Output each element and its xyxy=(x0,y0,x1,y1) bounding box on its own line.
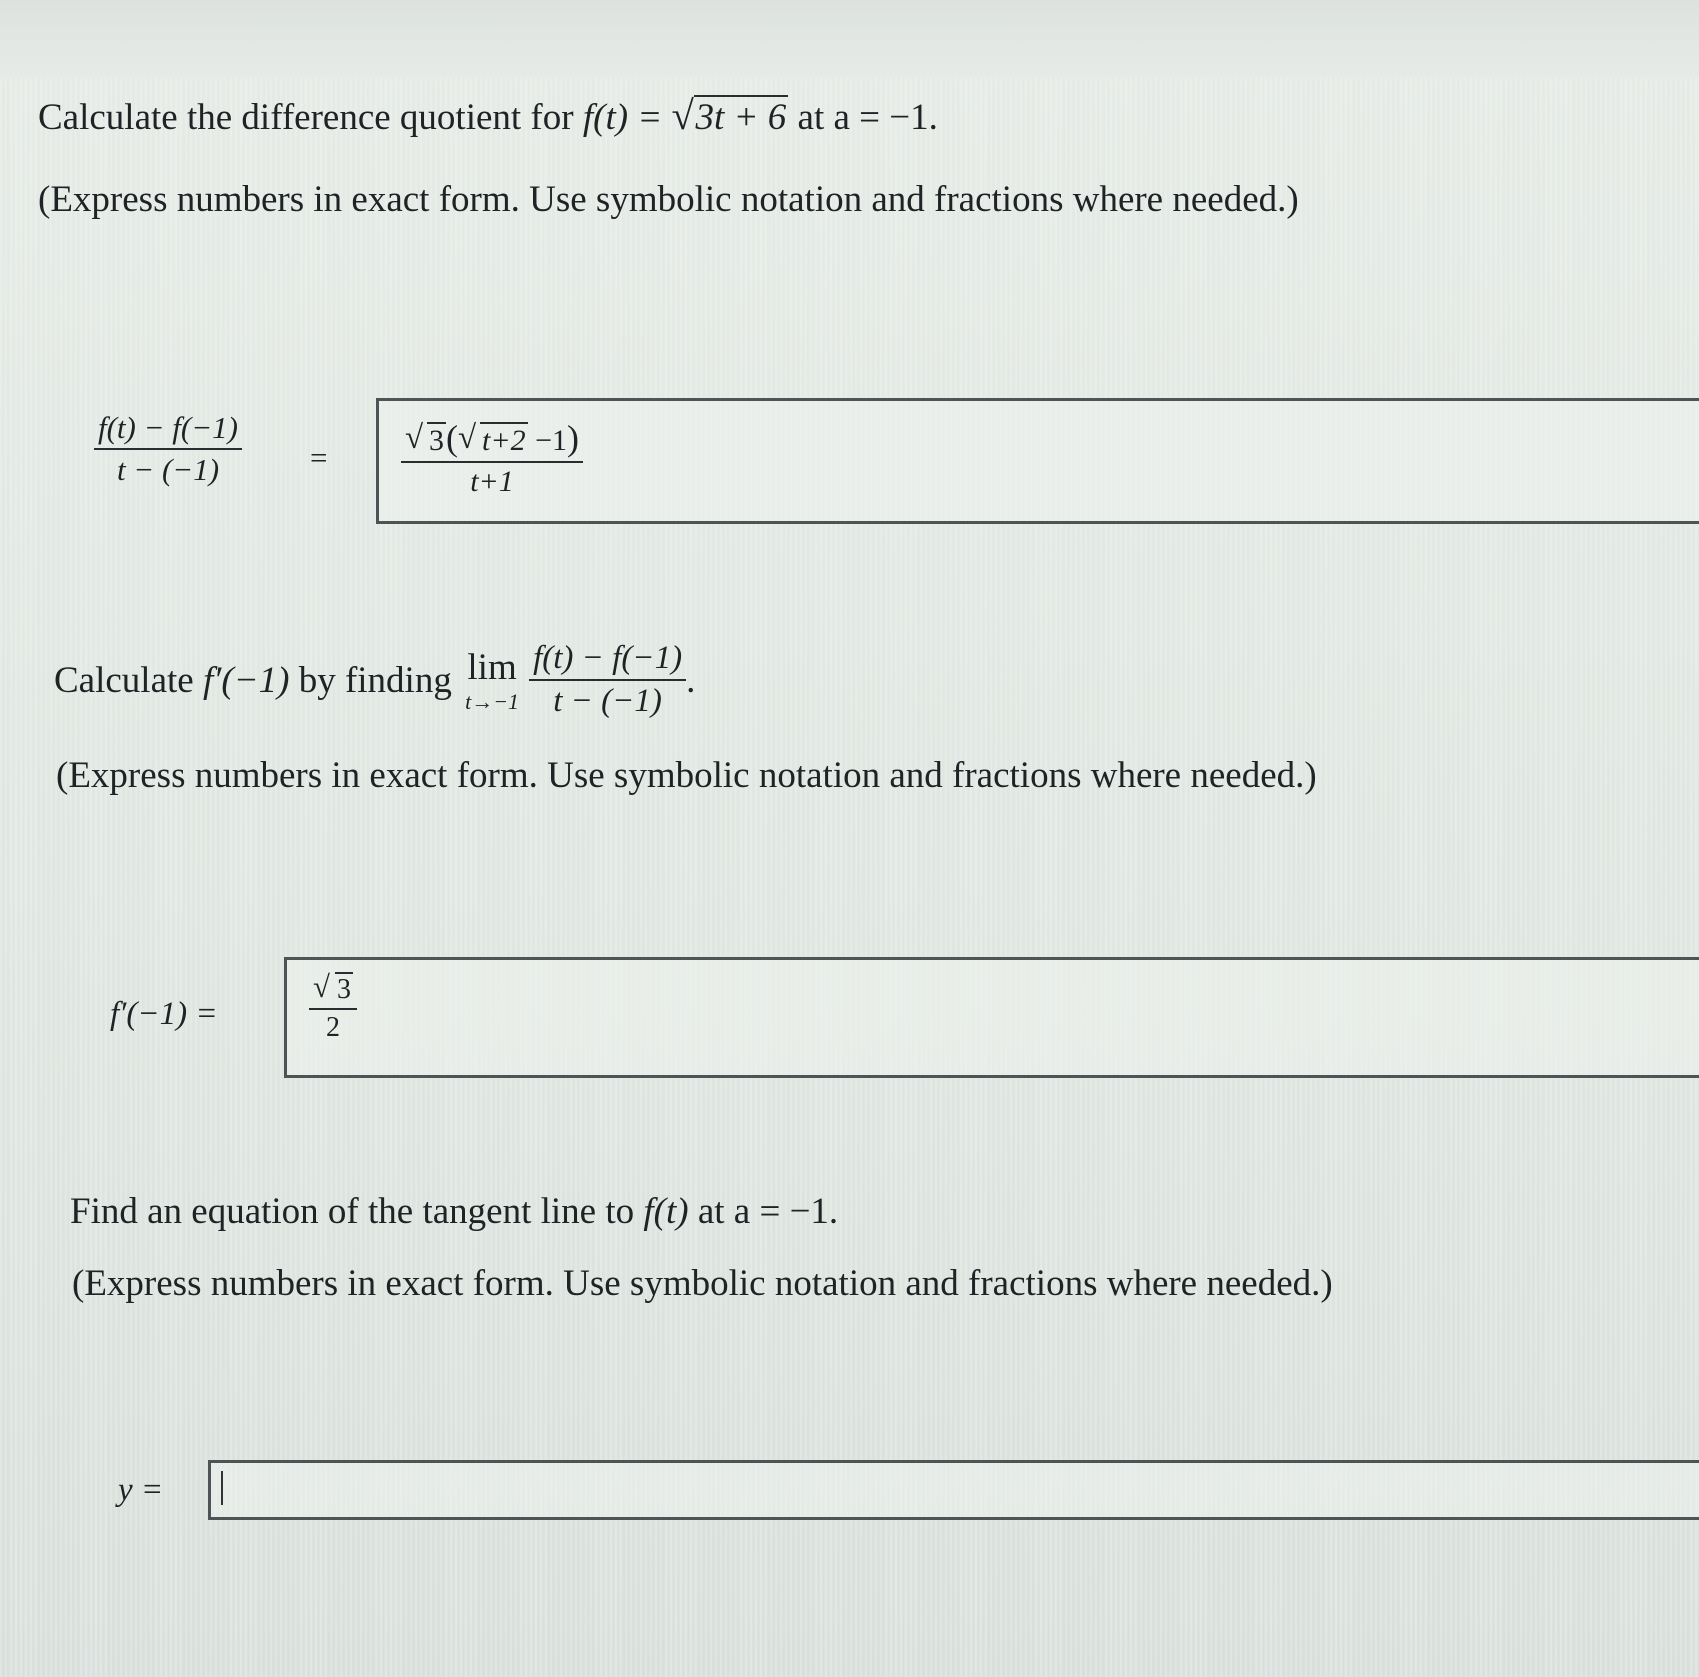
radical-icon: √ xyxy=(405,420,424,456)
text-cursor xyxy=(221,1471,223,1505)
q1-prompt xyxy=(38,93,938,139)
q3-fn: f(t) xyxy=(643,1191,689,1232)
q1-answer-minus-one: −1 xyxy=(535,424,568,457)
q2-instruction: (Express numbers in exact form. Use symbolic notation and fractions where needed.) xyxy=(56,755,1317,796)
q1-instruction: (Express numbers in exact form. Use symbolic notation and fractions where needed.) xyxy=(38,179,1299,220)
q2-answer-expression xyxy=(309,970,357,1044)
q3-prompt-prefix: Find an equation of the tangent line to xyxy=(70,1191,635,1232)
q2-label: f′(−1) = xyxy=(110,996,218,1032)
radical-icon: √ xyxy=(313,970,330,1004)
q2-lim-sub: t→−1 xyxy=(465,688,520,714)
q2-answer-fraction xyxy=(309,970,357,1044)
q1-label xyxy=(94,410,242,488)
radical-icon: √ xyxy=(458,420,477,456)
q2-lim: lim xyxy=(467,646,517,688)
q3-label: y = xyxy=(118,1472,164,1508)
q1-answer-field[interactable] xyxy=(376,398,1699,524)
q2-answer-radicand: 3 xyxy=(337,974,351,1005)
q1-answer-inner-radicand: t+2 xyxy=(482,424,526,457)
q1-answer-num xyxy=(401,417,583,463)
top-strip xyxy=(0,0,1699,78)
q2-answer-den: 2 xyxy=(326,1012,340,1043)
q1-sqrt xyxy=(671,93,789,139)
q1-function-lhs: f(t) = xyxy=(582,97,663,138)
q1-equals: = xyxy=(310,440,328,475)
q3-instruction: (Express numbers in exact form. Use symbolic notation and fractions where needed.) xyxy=(72,1263,1333,1304)
q1-answer-coeff: 3 xyxy=(429,424,444,457)
q1-at-a: at a = −1. xyxy=(797,97,938,138)
q2-limit xyxy=(465,646,519,715)
radical-icon: √ xyxy=(671,93,694,138)
q2-by-finding: by finding xyxy=(298,659,452,701)
q1-label-den: t − (−1) xyxy=(116,452,220,487)
tangent-line-input[interactable] xyxy=(208,1460,1699,1520)
q1-label-num: f(t) − f(−1) xyxy=(94,410,242,450)
q1-answer-sqrt3 xyxy=(405,420,446,458)
q2-fprime: f′(−1) xyxy=(202,659,290,701)
q2-answer-field[interactable] xyxy=(284,957,1699,1078)
q1-answer-inner-sqrt xyxy=(458,420,528,458)
q2-frac-den: t − (−1) xyxy=(553,683,662,719)
q1-answer-fraction xyxy=(401,417,583,499)
q1-answer-close-paren: ) xyxy=(567,418,580,458)
q3-at-a: at a = −1. xyxy=(697,1191,839,1232)
q2-period: . xyxy=(686,659,696,701)
q1-label-fraction xyxy=(94,410,242,488)
q1-answer-den: t+1 xyxy=(470,465,514,498)
q1-prompt-prefix: Calculate the difference quotient for xyxy=(38,97,574,138)
q2-answer-num xyxy=(309,970,357,1010)
q2-prompt-prefix: Calculate xyxy=(54,659,194,701)
q2-answer-sqrt xyxy=(313,970,353,1006)
q1-radicand: 3t + 6 xyxy=(695,97,787,138)
q3-prompt xyxy=(70,1190,838,1233)
q2-frac-num: f(t) − f(−1) xyxy=(529,640,686,681)
q2-fraction xyxy=(529,640,686,720)
q1-answer-expression xyxy=(401,417,583,499)
q2-prompt xyxy=(54,640,695,720)
q1-answer-open-paren: ( xyxy=(446,418,458,458)
